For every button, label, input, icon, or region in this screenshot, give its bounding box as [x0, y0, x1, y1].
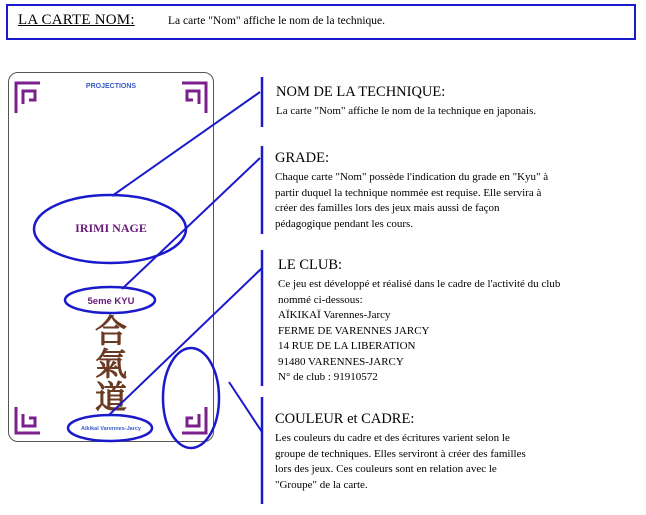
section-grade	[275, 150, 548, 232]
header-title: LA CARTE NOM:	[18, 12, 135, 28]
section-nom-line: La carte "Nom" affiche le nom de la technique en japonais.	[276, 105, 537, 117]
section-club-line: 91480 VARENNES-JARCY	[278, 355, 404, 368]
corner-frame-bottom-left	[16, 407, 40, 433]
section-couleur-title: COULEUR et CADRE:	[275, 411, 415, 427]
section-nom-title: NOM DE LA TECHNIQUE:	[276, 84, 446, 100]
kanji-ai: 合	[94, 312, 127, 350]
section-couleur-line: lors des jeux. Ces couleurs sont en relation avec le	[275, 463, 497, 475]
kanji-ki: 氣	[94, 345, 127, 383]
connector-couleur	[229, 382, 262, 432]
connector-club	[108, 268, 262, 416]
connector-grade	[122, 158, 260, 289]
section-grade-line: partir duquel la technique nommée est requise. Elle servira à	[275, 186, 542, 199]
section-couleur-line: groupe de techniques. Elles serviront à créer des familles	[275, 447, 526, 460]
grade-ellipse	[65, 287, 155, 313]
technique-name-ellipse	[34, 195, 186, 263]
section-club-line: nommé ci-dessous:	[278, 293, 363, 306]
section-club-line: AÏKIKAÏ Varennes-Jarcy	[278, 309, 391, 321]
section-club-title: LE CLUB:	[278, 257, 343, 273]
section-grade-line: créer des familles lors des jeux mais aussi de façon	[275, 202, 500, 214]
section-club-line: N° de club : 91910572	[278, 371, 378, 383]
club-ellipse	[68, 415, 152, 441]
corner-frame-bottom-right	[182, 407, 206, 433]
section-club-line: 14 RUE DE LA LIBERATION	[278, 340, 416, 352]
section-club-line: FERME DE VARENNES JARCY	[278, 324, 430, 337]
section-couleur-line: Les couleurs du cadre et des écritures varient selon le	[275, 432, 510, 444]
header-description: La carte "Nom" affiche le nom de la technique.	[168, 15, 386, 27]
section-nom	[276, 84, 536, 120]
corner-frame-top-left	[16, 83, 40, 113]
section-club	[278, 257, 560, 386]
section-club-line: Ce jeu est développé et réalisé dans le cadre de l'activité du club	[278, 278, 561, 290]
section-grade-title: GRADE:	[275, 150, 329, 166]
kanji-do: 道	[94, 378, 127, 416]
corner-frame-top-right	[182, 83, 206, 113]
section-couleur	[275, 411, 526, 493]
card-technique-name: IRIMI NAGE	[75, 221, 147, 235]
card-grade-label: 5eme KYU	[87, 296, 135, 307]
section-grade-line: Chaque carte "Nom" possède l'indication du grade en "Kyu" à	[275, 171, 549, 183]
corner-frames	[16, 83, 206, 433]
section-couleur-line: "Groupe" de la carte.	[275, 478, 368, 491]
card-club-label: Aïkikaï Varennes-Jarcy	[81, 426, 141, 432]
card-category-label: PROJECTIONS	[85, 83, 137, 90]
section-grade-line: pédagogique pendant les cours.	[275, 217, 414, 230]
